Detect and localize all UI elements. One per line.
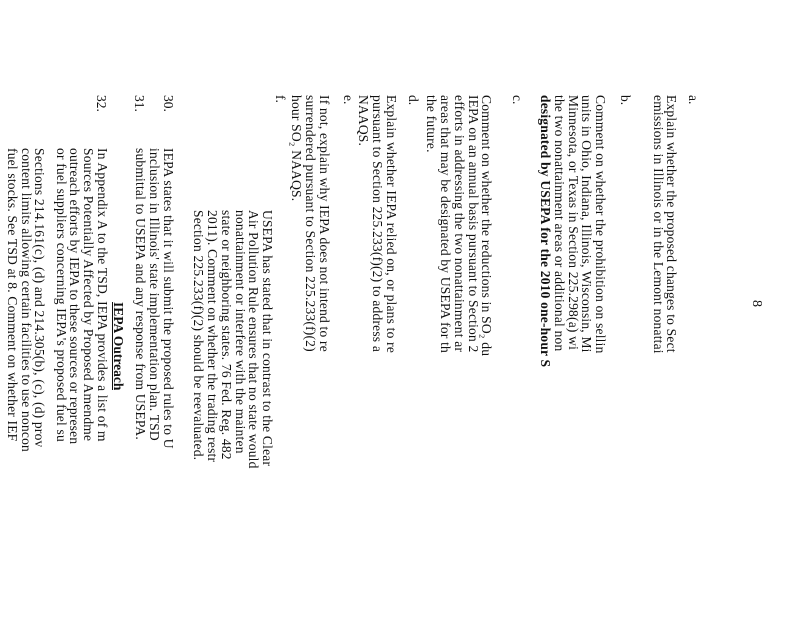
item-marker: 31. — [131, 95, 147, 112]
item-line: Sources Potentially Affected by Proposed Amendme — [81, 148, 97, 442]
item-marker: f. — [273, 95, 288, 103]
page-number: 8 — [749, 300, 764, 307]
item-line: inclusion in Illinois' state implementation plan. TSD — [147, 148, 163, 441]
item-line: the two nonattainment areas or additional non — [551, 95, 567, 352]
item-line: surrendered pursuant to Section 225.233(f)(2) — [303, 95, 319, 352]
item-line: nonattainment or interfere with the mainten — [232, 210, 248, 454]
item-marker: 32. — [94, 95, 109, 112]
item-marker: e. — [340, 95, 356, 105]
item-marker: a. — [685, 95, 701, 105]
item-marker: 30. — [161, 95, 176, 112]
item-line: Minnesota, or Texas in Section 225.298(a) wi — [565, 95, 581, 351]
item-marker: d. — [406, 95, 421, 106]
item-line: designated by USEPA for the 2010 one-hour S — [538, 95, 554, 368]
item-marker: c. — [509, 95, 525, 105]
item-line: Section 225.233(f)(2) should be reevaluated. — [191, 210, 207, 461]
item-line: Explain whether the proposed changes to Sect — [663, 95, 679, 353]
item-line: or fuel suppliers concerning IEPA's proposed fuel su — [53, 148, 69, 442]
item-line: Sections 214.161(c), (d) and 214.305(b), (c), (d) prov — [32, 148, 48, 448]
item-line: hour SO₂ NAAQS. — [289, 95, 305, 202]
item-line: 2011). Comment on whether the trading restr — [205, 210, 220, 463]
item-line: efforts in addressing the two nonattainment ar — [451, 95, 467, 353]
item-line: state or neighboring states. 76 Fed. Reg. 482 — [218, 210, 234, 460]
section-heading: IEPA Outreach — [111, 302, 127, 391]
item-line: submittal to USEPA and any response from USEPA. — [133, 148, 149, 440]
item-line: Explain whether IEPA relied on, or plans to re — [384, 95, 399, 354]
item-line: areas that may be designated by USEPA for th — [438, 95, 454, 354]
item-line: IEPA states that it will submit the proposed rules to U — [161, 148, 176, 449]
item-line: USEPA has stated that in contrast to the Clear — [260, 210, 276, 467]
item-line: Air Pollution Rule ensures that no state would — [246, 210, 262, 469]
item-line: outreach efforts by IEPA to these sources or represen — [67, 148, 83, 445]
item-line: Comment on whether the prohibition on sellin — [593, 95, 609, 354]
item-line: units in Ohio, Indiana, Illinois, Wisconsin, Mi — [579, 95, 595, 353]
item-line: NAAQS. — [356, 95, 372, 147]
item-line: Comment on whether the reductions in SO₂ du — [479, 95, 495, 357]
item-line: In Appendix A to the TSD, IEPA provides a list of m — [94, 148, 110, 442]
item-line: content limits allowing certain facilities to use noncon — [18, 148, 34, 453]
item-line: pursuant to Section 225.233(f)(2) to address a — [370, 95, 386, 353]
item-line: IEPA on an annual basis pursuant to Section 2 — [465, 95, 481, 353]
item-line: If not, explain why IEPA does not intend to re — [317, 95, 332, 352]
item-marker: b. — [618, 95, 633, 106]
item-line: emissions in Illinois or in the Lemont nonattai — [651, 95, 666, 354]
item-line: the future. — [424, 95, 440, 153]
item-line: fuel stocks. See TSD at 8. Comment on whether IEF — [5, 148, 20, 442]
